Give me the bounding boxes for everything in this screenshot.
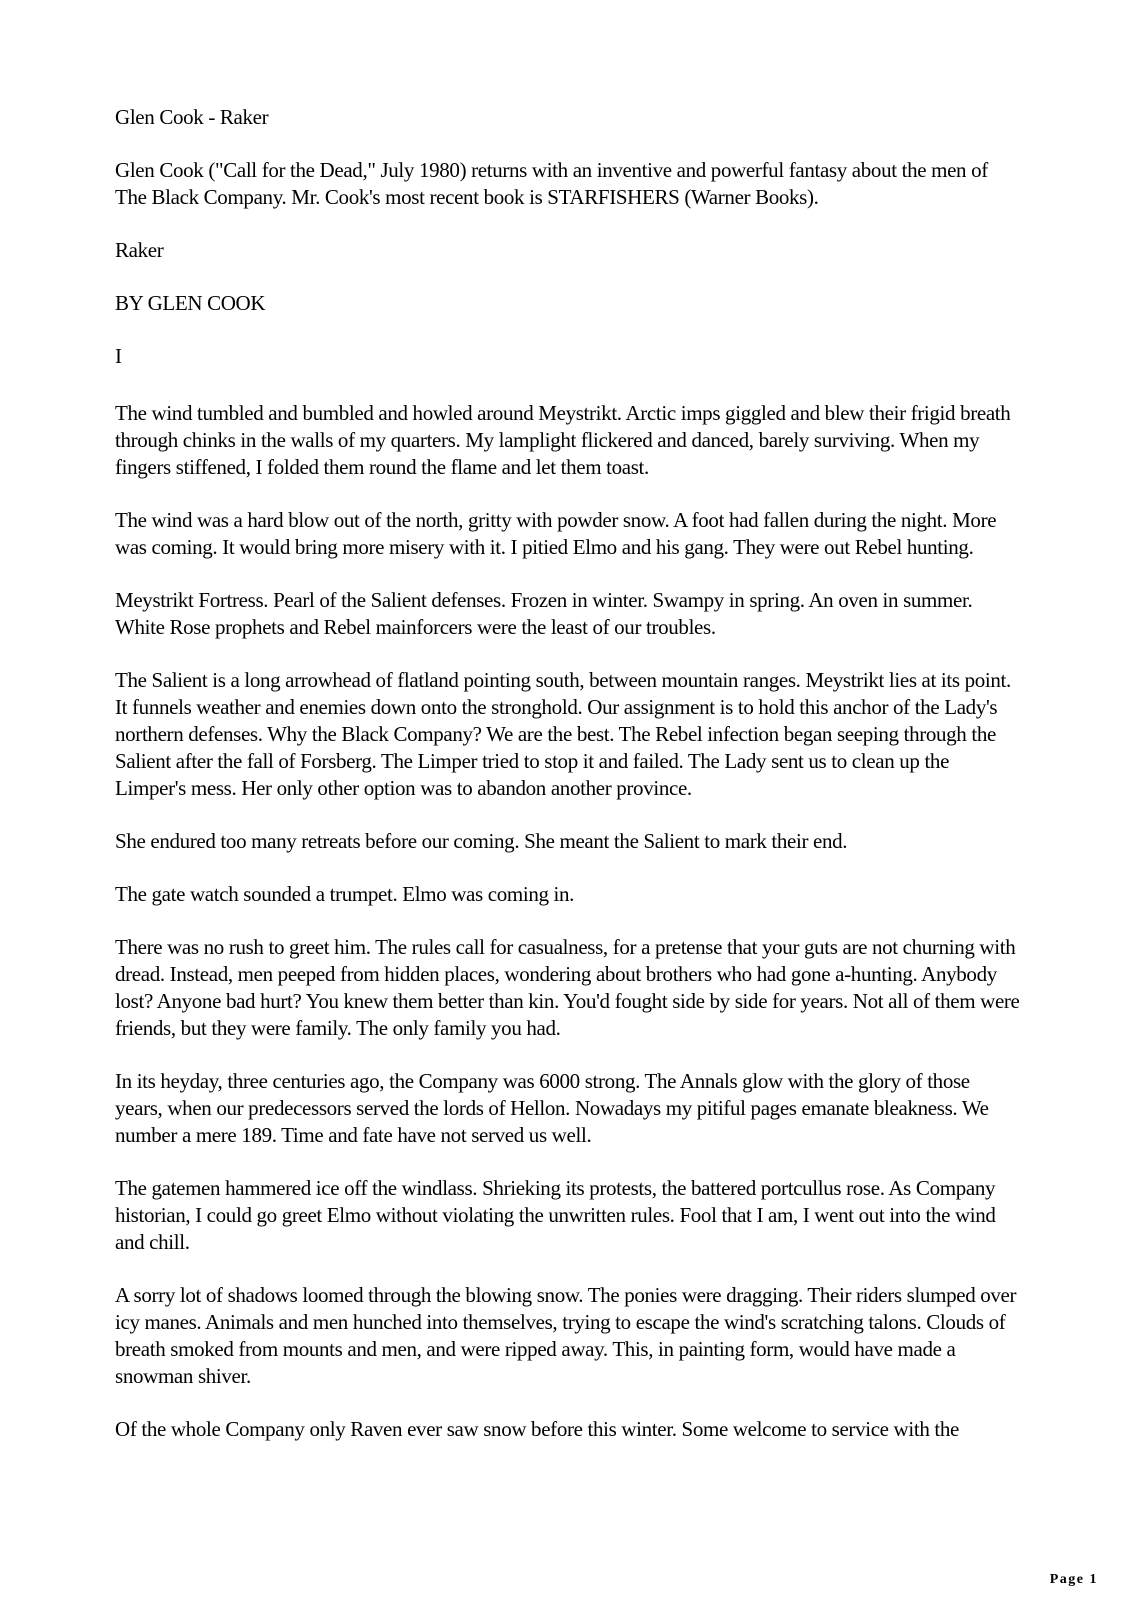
document-body bbox=[115, 104, 1020, 1443]
body-paragraph: In its heyday, three centuries ago, the Company was 6000 strong. The Annals glow with the glory of those years, when our predecessors served the lords of Hellon. Nowadays my pitiful pages emanate bleakness. We number a mere 189. Time and fate have not served us well. bbox=[115, 1069, 989, 1147]
body-paragraph: The gate watch sounded a trumpet. Elmo was coming in. bbox=[115, 882, 575, 906]
page-number: Page 1 bbox=[1049, 1572, 1098, 1587]
body-paragraph: The wind tumbled and bumbled and howled around Meystrikt. Arctic imps giggled and blew their frigid breath through chinks in the walls of my quarters. My lamplight flickered and danced, barely surviving. When my fingers stiffened, I folded them round the flame and let them toast. bbox=[115, 401, 1011, 479]
body-paragraph-continued: Of the whole Company only Raven ever saw snow before this winter. Some welcome to service with the bbox=[115, 1417, 959, 1441]
story-title: Raker bbox=[115, 238, 164, 262]
body-paragraph: The gatemen hammered ice off the windlass. Shrieking its protests, the battered portcullus rose. As Company historian, I could go greet Elmo without violating the unwritten rules. Fool that I am, I went out into the wind and chill. bbox=[115, 1176, 996, 1254]
document-title-line: Glen Cook - Raker bbox=[115, 105, 269, 129]
body-paragraph: The wind was a hard blow out of the north, gritty with powder snow. A foot had fallen during the night. More was coming. It would bring more misery with it. I pitied Elmo and his gang. They were out Rebel hunting. bbox=[115, 508, 997, 559]
chapter-number: I bbox=[115, 344, 122, 368]
body-paragraph: The Salient is a long arrowhead of flatland pointing south, between mountain ranges. Meystrikt lies at its point. It funnels weather and enemies down onto the stronghold. Our assignment is to hold this anchor of the Lady's northern defenses. Why the Black Company? We are the best. The Rebel infection began seeping through the Salient after the fall of Forsberg. The Limper tried to stop it and failed. The Lady sent us to clean up the Limper's mess. Her only other option was to abandon another province. bbox=[115, 668, 1011, 800]
body-paragraph: There was no rush to greet him. The rules call for casualness, for a pretense that your guts are not churning with dread. Instead, men peeped from hidden places, wondering about brothers who had gone a-hunting. Anybody lost? Anyone bad hurt? You knew them better than kin. You'd fought side by side for years. Not all of them were friends, but they were family. The only family you had. bbox=[115, 935, 1020, 1040]
body-paragraph: Meystrikt Fortress. Pearl of the Salient defenses. Frozen in winter. Swampy in spring. An oven in summer. White Rose prophets and Rebel mainforcers were the least of our troubles. bbox=[115, 588, 973, 639]
byline: BY GLEN COOK bbox=[115, 291, 266, 315]
author-note-paragraph: Glen Cook ("Call for the Dead," July 1980) returns with an inventive and powerful fantasy about the men of The Black Company. Mr. Cook's most recent book is STARFISHERS (Warner Books). bbox=[115, 158, 988, 209]
body-paragraph: She endured too many retreats before our coming. She meant the Salient to mark their end. bbox=[115, 829, 848, 853]
body-paragraph: A sorry lot of shadows loomed through the blowing snow. The ponies were dragging. Their riders slumped over icy manes. Animals and men hunched into themselves, trying to escape the wind's scratching talons. Clouds of breath smoked from mounts and men, and were ripped away. This, in painting form, would have made a snowman shiver. bbox=[115, 1283, 1017, 1388]
